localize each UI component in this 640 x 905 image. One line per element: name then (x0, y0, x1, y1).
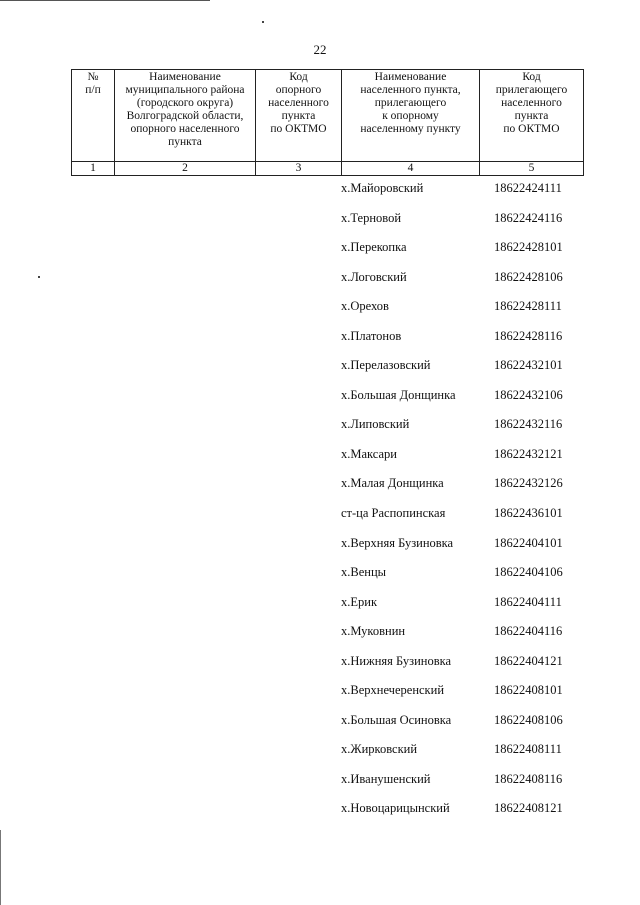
settlement-name: х.Жирковский (341, 742, 418, 757)
table-row (0, 595, 640, 625)
settlement-code: 18622428116 (494, 328, 563, 343)
table-row (0, 476, 640, 506)
table-row (0, 801, 640, 831)
settlement-name: х.Липовский (341, 417, 410, 432)
settlement-code: 18622408111 (494, 742, 562, 757)
settlement-code: 18622428111 (494, 299, 562, 314)
settlement-code: 18622432116 (494, 417, 563, 432)
table-row (0, 388, 640, 418)
table-row (0, 506, 640, 536)
column-number: 1 (72, 162, 115, 176)
settlement-name: х.Орехов (341, 299, 389, 314)
table-row (0, 211, 640, 241)
settlement-code: 18622408121 (494, 801, 563, 816)
settlement-code: 18622432121 (494, 446, 563, 461)
table-row (0, 270, 640, 300)
column-number: 2 (115, 162, 256, 176)
settlement-name: х.Терновой (341, 210, 402, 225)
page-number: 22 (313, 42, 327, 57)
settlement-name: х.Нижняя Бузиновка (341, 653, 452, 668)
settlements-table-header (71, 69, 584, 176)
table-row (0, 742, 640, 772)
header-adjacent-settlement-name: Наименование населенного пункта, прилегающего к опорному населенному пункту (342, 70, 480, 162)
settlement-code: 18622408106 (494, 712, 563, 727)
table-row (0, 565, 640, 595)
table-row (0, 713, 640, 743)
settlement-code: 18622432101 (494, 358, 563, 373)
settlement-name: х.Платонов (341, 328, 402, 343)
settlement-code: 18622432106 (494, 387, 563, 402)
settlement-name: х.Большая Осиновка (341, 712, 452, 727)
settlement-code: 18622404111 (494, 594, 562, 609)
settlement-name: х.Перелазовский (341, 358, 431, 373)
settlement-code: 18622428106 (494, 269, 563, 284)
settlement-name: х.Муковнин (341, 624, 406, 639)
table-row (0, 417, 640, 447)
settlement-code: 18622428101 (494, 240, 563, 255)
settlement-code: 18622432126 (494, 476, 563, 491)
table-row (0, 536, 640, 566)
settlement-name: х.Перекопка (341, 240, 407, 255)
header-district-name: Наименование муниципального района (городского округа) Волгоградской области, опорного населенного пункта (115, 70, 256, 162)
settlement-code: 18622408116 (494, 771, 563, 786)
settlement-list (0, 181, 640, 831)
table-row (0, 358, 640, 388)
settlement-code: 18622424111 (494, 181, 562, 195)
settlement-name: х.Иванушенский (341, 771, 431, 786)
settlement-name: х.Верхнечеренский (341, 683, 445, 698)
settlement-code: 18622404121 (494, 653, 563, 668)
scan-edge-left (0, 830, 1, 905)
settlement-name: х.Логовский (341, 269, 407, 284)
column-number: 3 (256, 162, 342, 176)
settlement-code: 18622436101 (494, 506, 563, 521)
table-row (0, 299, 640, 329)
header-row-number: № п/п (72, 70, 115, 162)
table-row (0, 772, 640, 802)
settlement-name: х.Ерик (341, 594, 378, 609)
settlement-code: 18622404106 (494, 565, 563, 580)
settlement-name: х.Большая Донщинка (341, 387, 456, 402)
settlement-name: х.Майоровский (341, 181, 424, 195)
settlement-name: х.Верхняя Бузиновка (341, 535, 454, 550)
header-support-point-code: Код опорного населенного пункта по ОКТМО (256, 70, 342, 162)
settlement-code: 18622404116 (494, 624, 563, 639)
table-row (0, 654, 640, 684)
table-row (0, 240, 640, 270)
column-number: 5 (480, 162, 584, 176)
table-row (0, 329, 640, 359)
settlement-code: 18622404101 (494, 535, 563, 550)
table-row (0, 624, 640, 654)
table-row (0, 447, 640, 477)
header-row (72, 70, 584, 162)
header-adjacent-settlement-code: Код прилегающего населенного пункта по ОКТМО (480, 70, 584, 162)
scan-speck (262, 21, 264, 23)
settlement-name: ст-ца Распопинская (341, 506, 446, 521)
column-number: 4 (342, 162, 480, 176)
table-row (0, 683, 640, 713)
settlement-code: 18622408101 (494, 683, 563, 698)
settlement-name: х.Максари (341, 446, 397, 461)
settlement-code: 18622424116 (494, 210, 563, 225)
settlement-name: х.Новоцарицынский (341, 801, 450, 816)
settlement-name: х.Венцы (341, 565, 387, 580)
table-row (0, 181, 640, 211)
scan-edge-top (0, 0, 210, 1)
settlement-name: х.Малая Донщинка (341, 476, 444, 491)
column-number-row (72, 162, 584, 176)
